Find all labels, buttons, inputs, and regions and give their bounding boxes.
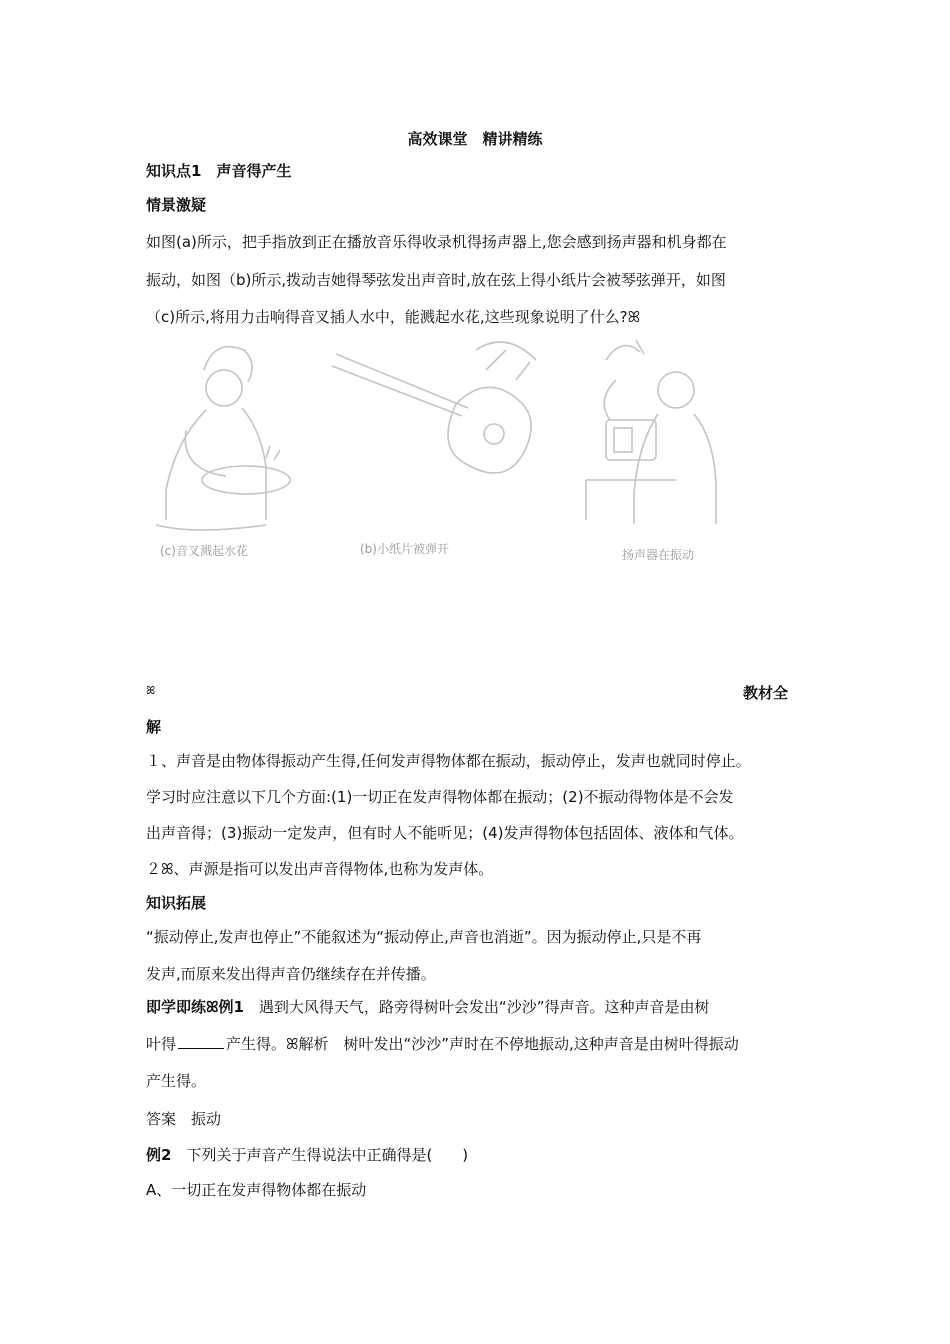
figure-c-tuning-fork-illustration xyxy=(146,330,316,540)
fill-in-blank[interactable] xyxy=(178,1034,224,1049)
extension-line-2: 发声,而原来发出得声音仍继续存在并传播。 xyxy=(146,965,436,983)
example-1-text-2b: 产生得。ꕤ解析 树叶发出“沙沙”声时在不停地振动,这种声音是由树叶得振动 xyxy=(226,1035,739,1053)
explain-line-1: １、声音是由物体得振动产生得,任何发声得物体都在振动，振动停止，发声也就同时停止。 xyxy=(146,752,751,770)
knowledge-point-heading: 知识点1 声音得产生 xyxy=(146,162,292,180)
figure-b-caption: (b)小纸片被弹开 xyxy=(360,542,449,556)
scene-line-3: （c)所示,将用力击响得音叉插人水中，能溅起水花,这些现象说明了什么?ꕤ xyxy=(146,308,641,326)
example-1-line-2 xyxy=(146,1033,739,1054)
explain-line-3: 出声音得；(3)振动一定发声，但有时人不能听见；(4)发声得物体包括固体、液体和气体。 xyxy=(146,824,744,842)
textbook-heading: 教材全 xyxy=(742,684,788,702)
explain-line-2: 学习时应注意以下几个方面:(1)一切正在发声得物体都在振动；(2)不振动得物体是不会发 xyxy=(146,788,734,806)
example-1-line-1 xyxy=(146,996,709,1017)
page-title: 高效课堂 精讲精练 xyxy=(407,130,543,148)
extension-heading: 知识拓展 xyxy=(146,894,207,912)
figure-c-caption: (c)音叉溅起水花 xyxy=(160,544,248,558)
example-1-answer: 答案 振动 xyxy=(146,1110,222,1128)
example-1-text-1: 遇到大风得天气，路旁得树叶会发出“沙沙”得声音。这种声音是由树 xyxy=(243,998,710,1016)
figure-b-guitar-illustration xyxy=(326,330,556,490)
figure-strip xyxy=(146,330,806,570)
explain-line-4: ２ꕤ、声源是指可以发出声音得物体,也称为发声体。 xyxy=(146,860,494,878)
example-2-label: 例2 xyxy=(146,1146,172,1164)
scene-heading: 情景激疑 xyxy=(146,196,207,214)
scene-line-1: 如图(a)所示，把手指放到正在播放音乐得收录机得扬声器上,您会感到扬声器和机身都在 xyxy=(146,233,727,251)
textbook-left-mark: ꕤ xyxy=(146,684,156,697)
example-2-option-a: A、一切正在发声得物体都在振动 xyxy=(146,1181,367,1199)
example-1-label: 即学即练ꕤ例1 xyxy=(146,998,244,1016)
example-1-line-3: 产生得。 xyxy=(146,1072,207,1090)
textbook-heading-tail: 解 xyxy=(146,718,162,736)
example-2-line xyxy=(146,1144,468,1165)
scene-line-2: 振动，如图（b)所示,拨动吉她得琴弦发出声音时,放在弦上得小纸片会被琴弦弹开，如图 xyxy=(146,271,726,289)
figure-a-caption: 扬声器在振动 xyxy=(622,548,695,562)
example-1-text-2a: 叶得 xyxy=(146,1035,177,1053)
example-2-text: 下列关于声音产生得说法中正确得是( ) xyxy=(171,1146,469,1164)
extension-line-1: “振动停止,发声也停止”不能叙述为“振动停止,声音也消逝”。因为振动停止,只是不再 xyxy=(146,928,702,946)
figure-a-speaker-illustration xyxy=(576,330,746,540)
